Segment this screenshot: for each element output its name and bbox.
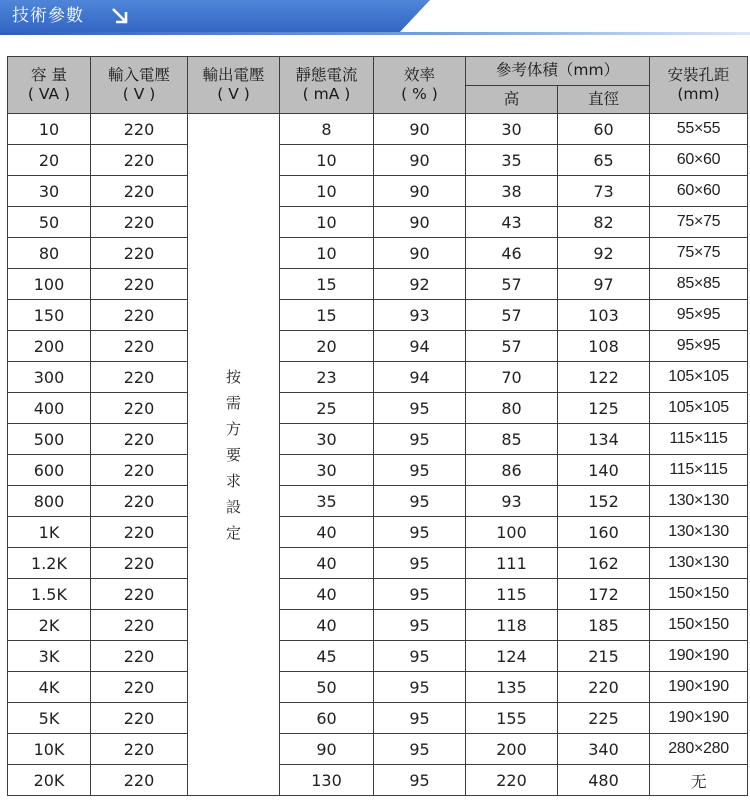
cell-quiescent-current: 40 xyxy=(280,610,374,641)
cell-capacity: 5K xyxy=(8,703,91,734)
cell-diameter: 60 xyxy=(558,114,650,145)
cell-quiescent-current: 8 xyxy=(280,114,374,145)
cell-quiescent-current: 15 xyxy=(280,300,374,331)
header-quiescent-current: 靜態電流 ( mA ) xyxy=(280,57,374,114)
header-height: 高 xyxy=(466,85,558,114)
cell-efficiency: 95 xyxy=(374,579,466,610)
cell-quiescent-current: 35 xyxy=(280,486,374,517)
header-input-voltage: 輸入電壓 ( V ) xyxy=(91,57,188,114)
cell-height: 115 xyxy=(466,579,558,610)
table-row xyxy=(8,517,748,548)
cell-capacity: 10 xyxy=(8,114,91,145)
table-row xyxy=(8,300,748,331)
cell-diameter: 162 xyxy=(558,548,650,579)
cell-quiescent-current: 20 xyxy=(280,331,374,362)
cell-mounting-spacing: 190×190 xyxy=(650,641,748,672)
cell-mounting-spacing: 150×150 xyxy=(650,610,748,641)
cell-height: 80 xyxy=(466,393,558,424)
cell-diameter: 97 xyxy=(558,269,650,300)
cell-height: 118 xyxy=(466,610,558,641)
cell-diameter: 103 xyxy=(558,300,650,331)
cell-diameter: 108 xyxy=(558,331,650,362)
cell-capacity: 1.5K xyxy=(8,579,91,610)
output-voltage-note xyxy=(188,114,280,796)
section-title: 技術參數 xyxy=(12,6,84,26)
cell-input-voltage: 220 xyxy=(91,610,188,641)
cell-height: 111 xyxy=(466,548,558,579)
cell-capacity: 2K xyxy=(8,610,91,641)
table-row xyxy=(8,486,748,517)
cell-efficiency: 95 xyxy=(374,455,466,486)
cell-height: 57 xyxy=(466,331,558,362)
cell-mounting-spacing: 115×115 xyxy=(650,455,748,486)
cell-capacity: 20K xyxy=(8,765,91,796)
cell-quiescent-current: 10 xyxy=(280,176,374,207)
cell-height: 93 xyxy=(466,486,558,517)
cell-mounting-spacing: 60×60 xyxy=(650,145,748,176)
cell-input-voltage: 220 xyxy=(91,703,188,734)
cell-diameter: 82 xyxy=(558,207,650,238)
header-diameter: 直徑 xyxy=(558,85,650,114)
cell-efficiency: 94 xyxy=(374,331,466,362)
cell-mounting-spacing: 130×130 xyxy=(650,486,748,517)
cell-input-voltage: 220 xyxy=(91,455,188,486)
cell-mounting-spacing: 75×75 xyxy=(650,238,748,269)
cell-capacity: 1.2K xyxy=(8,548,91,579)
spec-table xyxy=(7,56,748,796)
cell-efficiency: 95 xyxy=(374,517,466,548)
cell-height: 57 xyxy=(466,300,558,331)
table-row xyxy=(8,548,748,579)
cell-capacity: 300 xyxy=(8,362,91,393)
table-row xyxy=(8,455,748,486)
table-row xyxy=(8,114,748,145)
cell-input-voltage: 220 xyxy=(91,331,188,362)
cell-efficiency: 92 xyxy=(374,269,466,300)
header-output-voltage: 輸出電壓 ( V ) xyxy=(188,57,280,114)
cell-capacity: 20 xyxy=(8,145,91,176)
cell-efficiency: 95 xyxy=(374,672,466,703)
cell-quiescent-current: 130 xyxy=(280,765,374,796)
table-row xyxy=(8,362,748,393)
cell-capacity: 3K xyxy=(8,641,91,672)
cell-quiescent-current: 30 xyxy=(280,455,374,486)
cell-diameter: 92 xyxy=(558,238,650,269)
output-note-char: 求 xyxy=(225,471,241,490)
cell-input-voltage: 220 xyxy=(91,207,188,238)
cell-diameter: 185 xyxy=(558,610,650,641)
cell-height: 43 xyxy=(466,207,558,238)
output-note-char: 要 xyxy=(225,445,241,464)
table-row xyxy=(8,641,748,672)
cell-height: 35 xyxy=(466,145,558,176)
cell-efficiency: 95 xyxy=(374,641,466,672)
table-row xyxy=(8,579,748,610)
cell-input-voltage: 220 xyxy=(91,486,188,517)
cell-input-voltage: 220 xyxy=(91,145,188,176)
cell-quiescent-current: 10 xyxy=(280,238,374,269)
cell-height: 38 xyxy=(466,176,558,207)
cell-mounting-spacing: 280×280 xyxy=(650,734,748,765)
cell-efficiency: 90 xyxy=(374,114,466,145)
table-row xyxy=(8,424,748,455)
cell-height: 86 xyxy=(466,455,558,486)
cell-height: 100 xyxy=(466,517,558,548)
output-note-char: 定 xyxy=(225,523,241,542)
cell-input-voltage: 220 xyxy=(91,300,188,331)
cell-capacity: 800 xyxy=(8,486,91,517)
cell-capacity: 600 xyxy=(8,455,91,486)
table-row xyxy=(8,145,748,176)
cell-efficiency: 95 xyxy=(374,703,466,734)
cell-input-voltage: 220 xyxy=(91,579,188,610)
header-reference-volume: 參考体積（mm） xyxy=(466,57,650,86)
cell-efficiency: 95 xyxy=(374,734,466,765)
cell-input-voltage: 220 xyxy=(91,424,188,455)
cell-quiescent-current: 10 xyxy=(280,145,374,176)
cell-mounting-spacing: 95×95 xyxy=(650,331,748,362)
cell-quiescent-current: 10 xyxy=(280,207,374,238)
cell-diameter: 480 xyxy=(558,765,650,796)
cell-capacity: 500 xyxy=(8,424,91,455)
cell-quiescent-current: 23 xyxy=(280,362,374,393)
output-note-char: 方 xyxy=(225,419,241,438)
cell-mounting-spacing: 75×75 xyxy=(650,207,748,238)
cell-height: 200 xyxy=(466,734,558,765)
cell-capacity: 150 xyxy=(8,300,91,331)
section-banner xyxy=(0,0,750,40)
output-note-char: 按 xyxy=(225,367,241,386)
cell-mounting-spacing: 115×115 xyxy=(650,424,748,455)
cell-quiescent-current: 25 xyxy=(280,393,374,424)
cell-diameter: 215 xyxy=(558,641,650,672)
cell-mounting-spacing: 130×130 xyxy=(650,548,748,579)
cell-capacity: 1K xyxy=(8,517,91,548)
cell-mounting-spacing: 130×130 xyxy=(650,517,748,548)
cell-quiescent-current: 50 xyxy=(280,672,374,703)
cell-efficiency: 95 xyxy=(374,765,466,796)
cell-diameter: 220 xyxy=(558,672,650,703)
cell-height: 57 xyxy=(466,269,558,300)
cell-mounting-spacing: 105×105 xyxy=(650,393,748,424)
cell-efficiency: 95 xyxy=(374,486,466,517)
header-efficiency: 效率 ( % ) xyxy=(374,57,466,114)
cell-diameter: 160 xyxy=(558,517,650,548)
cell-efficiency: 93 xyxy=(374,300,466,331)
cell-height: 135 xyxy=(466,672,558,703)
cell-quiescent-current: 60 xyxy=(280,703,374,734)
cell-input-voltage: 220 xyxy=(91,548,188,579)
cell-height: 124 xyxy=(466,641,558,672)
cell-efficiency: 90 xyxy=(374,176,466,207)
cell-quiescent-current: 40 xyxy=(280,517,374,548)
table-row xyxy=(8,238,748,269)
cell-efficiency: 90 xyxy=(374,238,466,269)
cell-diameter: 73 xyxy=(558,176,650,207)
table-row xyxy=(8,207,748,238)
header-mounting-hole-spacing: 安裝孔距 (mm) xyxy=(650,57,748,114)
cell-input-voltage: 220 xyxy=(91,641,188,672)
cell-quiescent-current: 40 xyxy=(280,548,374,579)
cell-input-voltage: 220 xyxy=(91,362,188,393)
cell-efficiency: 95 xyxy=(374,610,466,641)
cell-efficiency: 90 xyxy=(374,207,466,238)
cell-capacity: 200 xyxy=(8,331,91,362)
cell-height: 30 xyxy=(466,114,558,145)
cell-mounting-spacing: 150×150 xyxy=(650,579,748,610)
table-row xyxy=(8,610,748,641)
header-capacity: 容 量 ( VA ) xyxy=(8,57,91,114)
cell-mounting-spacing: 85×85 xyxy=(650,269,748,300)
table-row xyxy=(8,765,748,796)
cell-mounting-spacing: 60×60 xyxy=(650,176,748,207)
spec-table-body xyxy=(8,114,748,796)
banner-underline xyxy=(0,32,750,35)
cell-capacity: 4K xyxy=(8,672,91,703)
cell-input-voltage: 220 xyxy=(91,269,188,300)
cell-capacity: 400 xyxy=(8,393,91,424)
cell-diameter: 140 xyxy=(558,455,650,486)
cell-efficiency: 95 xyxy=(374,424,466,455)
cell-diameter: 172 xyxy=(558,579,650,610)
cell-efficiency: 94 xyxy=(374,362,466,393)
cell-height: 46 xyxy=(466,238,558,269)
cell-efficiency: 95 xyxy=(374,548,466,579)
cell-mounting-spacing: 190×190 xyxy=(650,672,748,703)
cell-input-voltage: 220 xyxy=(91,517,188,548)
cell-height: 220 xyxy=(466,765,558,796)
table-row xyxy=(8,269,748,300)
cell-input-voltage: 220 xyxy=(91,114,188,145)
cell-diameter: 134 xyxy=(558,424,650,455)
output-note-char: 設 xyxy=(225,497,241,516)
table-row xyxy=(8,331,748,362)
cell-capacity: 80 xyxy=(8,238,91,269)
cell-mounting-spacing: 无 xyxy=(650,765,748,796)
table-row xyxy=(8,734,748,765)
cell-capacity: 100 xyxy=(8,269,91,300)
cell-mounting-spacing: 55×55 xyxy=(650,114,748,145)
cell-height: 85 xyxy=(466,424,558,455)
cell-quiescent-current: 15 xyxy=(280,269,374,300)
cell-diameter: 152 xyxy=(558,486,650,517)
cell-efficiency: 95 xyxy=(374,393,466,424)
cell-input-voltage: 220 xyxy=(91,176,188,207)
cell-diameter: 122 xyxy=(558,362,650,393)
cell-input-voltage: 220 xyxy=(91,672,188,703)
cell-input-voltage: 220 xyxy=(91,238,188,269)
output-note-char: 需 xyxy=(225,393,241,412)
cell-capacity: 50 xyxy=(8,207,91,238)
cell-capacity: 10K xyxy=(8,734,91,765)
cell-quiescent-current: 90 xyxy=(280,734,374,765)
cell-mounting-spacing: 190×190 xyxy=(650,703,748,734)
table-row xyxy=(8,672,748,703)
cell-quiescent-current: 45 xyxy=(280,641,374,672)
cell-quiescent-current: 40 xyxy=(280,579,374,610)
cell-diameter: 225 xyxy=(558,703,650,734)
cell-mounting-spacing: 105×105 xyxy=(650,362,748,393)
cell-capacity: 30 xyxy=(8,176,91,207)
cell-diameter: 65 xyxy=(558,145,650,176)
arrow-down-right-icon xyxy=(110,6,130,26)
cell-input-voltage: 220 xyxy=(91,765,188,796)
cell-quiescent-current: 30 xyxy=(280,424,374,455)
cell-diameter: 125 xyxy=(558,393,650,424)
cell-height: 70 xyxy=(466,362,558,393)
cell-height: 155 xyxy=(466,703,558,734)
table-row xyxy=(8,176,748,207)
cell-efficiency: 90 xyxy=(374,145,466,176)
cell-input-voltage: 220 xyxy=(91,734,188,765)
table-row xyxy=(8,393,748,424)
cell-diameter: 340 xyxy=(558,734,650,765)
cell-mounting-spacing: 95×95 xyxy=(650,300,748,331)
cell-input-voltage: 220 xyxy=(91,393,188,424)
table-row xyxy=(8,703,748,734)
